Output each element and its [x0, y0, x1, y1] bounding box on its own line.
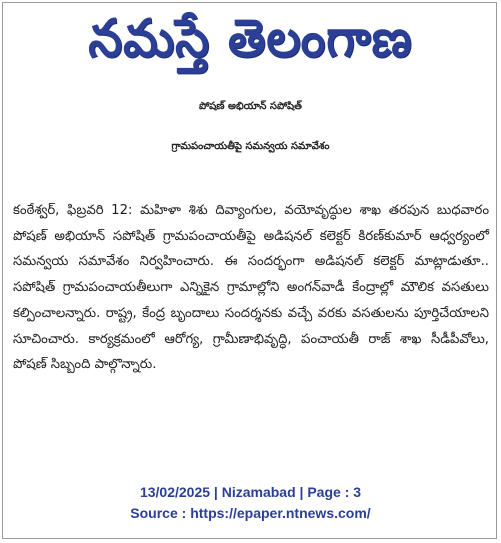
article-body: కంఠేశ్వర్‌, ఫిబ్రవరి 12: మహిళా శిశు దివ్యాంగుల, వయోవృద్ధుల శాఖ తరపున బుధవారం పోషణ్‌ అభియాన్‌ సపోషిత్‌ గ్రామపంచాయతీపై అడిషనల్‌ కలెక్టర్‌ కిరణ్‌కుమార్‌ ఆధ్వర్యంలో సమన్వయ సమావేశం నిర్వహించారు. ఈ సందర్భంగా అడిషనల్‌ కలెక్టర్‌ మాట్లాడుతూ.. సపోషిత్‌ గ్రామపంచాయతీలుగా ఎన్నికైన గ్రామాల్లోని అంగన్‌వాడీ కేంద్రాల్లో మౌలిక వసతులు కల్పించాలన్నారు. రాష్ట్ర, కేంద్ర బృందాలు సందర్శనకు వచ్చే వరకు వసతులను పూర్తిచేయాలని సూచించారు. కార్యక్రమంలో ఆరోగ్య, గ్రామీణాభివృద్ధి, పంచాయతీ రాజ్‌ శాఖ సీడీపీవోలు, పోషణ్‌ సిబ్బంది పాల్గొన్నారు. — [13, 203, 489, 373]
headline-line-2: గ్రామపంచాయతీపై సమన్వయ సమావేశం — [171, 141, 330, 152]
headline-line-1: పోషణ్‌ అభియాన్‌ సపోషిత్‌ — [199, 101, 302, 112]
newspaper-masthead — [0, 6, 501, 84]
source-link[interactable]: Source : https://epaper.ntnews.com/ — [130, 505, 371, 521]
edition-info: 13/02/2025 | Nizamabad | Page : 3 — [139, 484, 362, 500]
masthead-title: నమస్తే తెలంగాణ — [88, 8, 413, 69]
